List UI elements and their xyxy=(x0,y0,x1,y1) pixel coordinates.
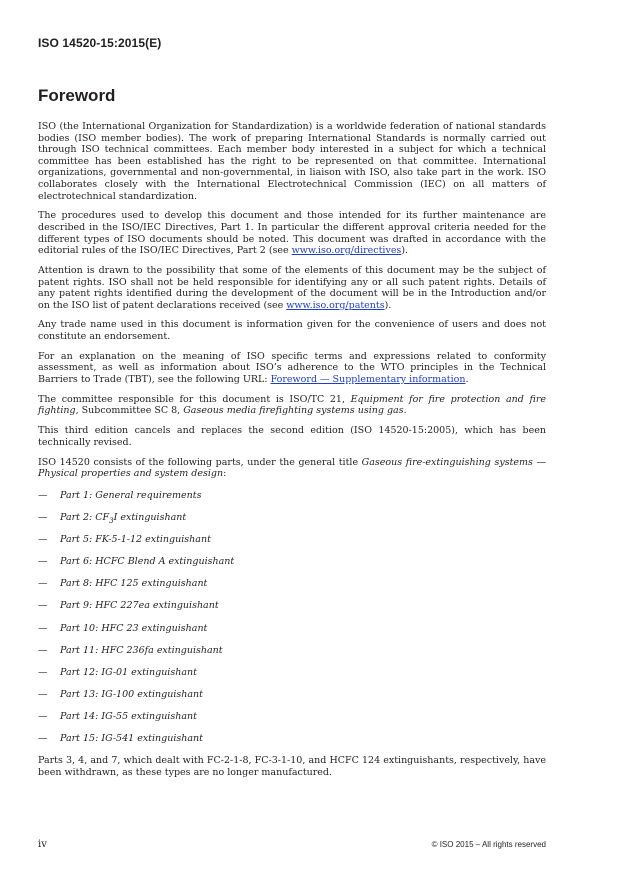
document-id-header: ISO 14520-15:2015(E) xyxy=(38,36,162,50)
list-item: — Part 11: HFC 236fa extinguishant xyxy=(38,644,223,656)
paragraph-iso-intro: ISO (the International Organization for Standardization) is a worldwide federation of national standards bodies (ISO member bodies). The work of preparing International Standards is normally carried out through ISO technical committees. Each member body interested in a subject for which a technical committee has been established has the right to be represented on that committee. International organizations, governmental and non-governmental, in liaison with ISO, also take part in the work. ISO collaborates closely with the International Electrotechnical Commission (IEC) on all matters of electrotechnical standardization. xyxy=(38,121,546,202)
supplementary-info-link[interactable]: Foreword — Supplementary information xyxy=(270,374,466,386)
paragraph-conformity: For an explanation on the meaning of ISO specific terms and expressions related to conformity assessment, as well as information about ISO’s adherence to the WTO principles in the Technical Barriers to Trade (TBT), see the following URL: Foreword — Supplementary information. xyxy=(38,350,546,386)
parts-list xyxy=(38,490,546,745)
foreword-body xyxy=(38,121,546,787)
paragraph-procedures: The procedures used to develop this document and those intended for its further maintenance are described in the ISO/IEC Directives, Part 1. In particular the different approval criteria needed for the different types of ISO documents should be noted. This document was drafted in accordance with the editorial rules of the ISO/IEC Directives, Part 2 (see www.iso.org/directives). xyxy=(38,210,546,257)
list-item: — Part 6: HCFC Blend A extinguishant xyxy=(38,556,235,568)
list-item: — Part 1: General requirements xyxy=(38,489,202,501)
list-item: — Part 2: $CF_3I$ extinguishant xyxy=(38,511,187,525)
page-number: iv xyxy=(38,839,47,850)
directives-link[interactable]: www.iso.org/directives xyxy=(291,245,402,257)
list-item: — Part 9: HFC 227ea extinguishant xyxy=(38,600,219,612)
patents-link[interactable]: www.iso.org/patents xyxy=(286,299,385,311)
page-title: Foreword xyxy=(38,86,116,105)
list-item: — Part 8: HFC 125 extinguishant xyxy=(38,578,208,590)
paragraph-edition: This third edition cancels and replaces the second edition (ISO 14520-15:2005), which has been technically revised. xyxy=(38,425,546,448)
list-item: — Part 14: IG-55 extinguishant xyxy=(38,711,197,723)
paragraph-parts-intro: ISO 14520 consists of the following parts, under the general title Gaseous fire-extinguishing systems — Physical properties and system design: xyxy=(38,456,546,480)
list-item: — Part 10: HFC 23 extinguishant xyxy=(38,622,208,634)
paragraph-withdrawn: Parts 3, 4, and 7, which dealt with FC-2-1-8, FC-3-1-10, and HCFC 124 extinguishants, respectively, have been withdrawn, as these types are no longer manufactured. xyxy=(38,755,546,779)
paragraph-trade-name: Any trade name used in this document is information given for the convenience of users and does not constitute an endorsement. xyxy=(38,319,546,343)
list-item: — Part 13: IG-100 extinguishant xyxy=(38,689,203,701)
paragraph-committee: The committee responsible for this document is ISO/TC 21, Equipment for fire protection and fire fighting, Subcommittee SC 8, Gaseous media firefighting systems using gas. xyxy=(38,393,546,417)
list-item: — Part 5: FK-5-1-12 extinguishant xyxy=(38,534,211,546)
paragraph-patents: Attention is drawn to the possibility that some of the elements of this document may be the subject of patent rights. ISO shall not be held responsible for identifying any or all such patent rights. Details of any patent rights identified during the development of the document will be in the Introduction and/or on the ISO list of patent declarations received (see www.iso.org/patents). xyxy=(38,264,546,311)
list-item: — Part 15: IG-541 extinguishant xyxy=(38,733,203,745)
list-item: — Part 12: IG-01 extinguishant xyxy=(38,666,197,678)
copyright-notice: © ISO 2015 – All rights reserved xyxy=(431,840,546,849)
